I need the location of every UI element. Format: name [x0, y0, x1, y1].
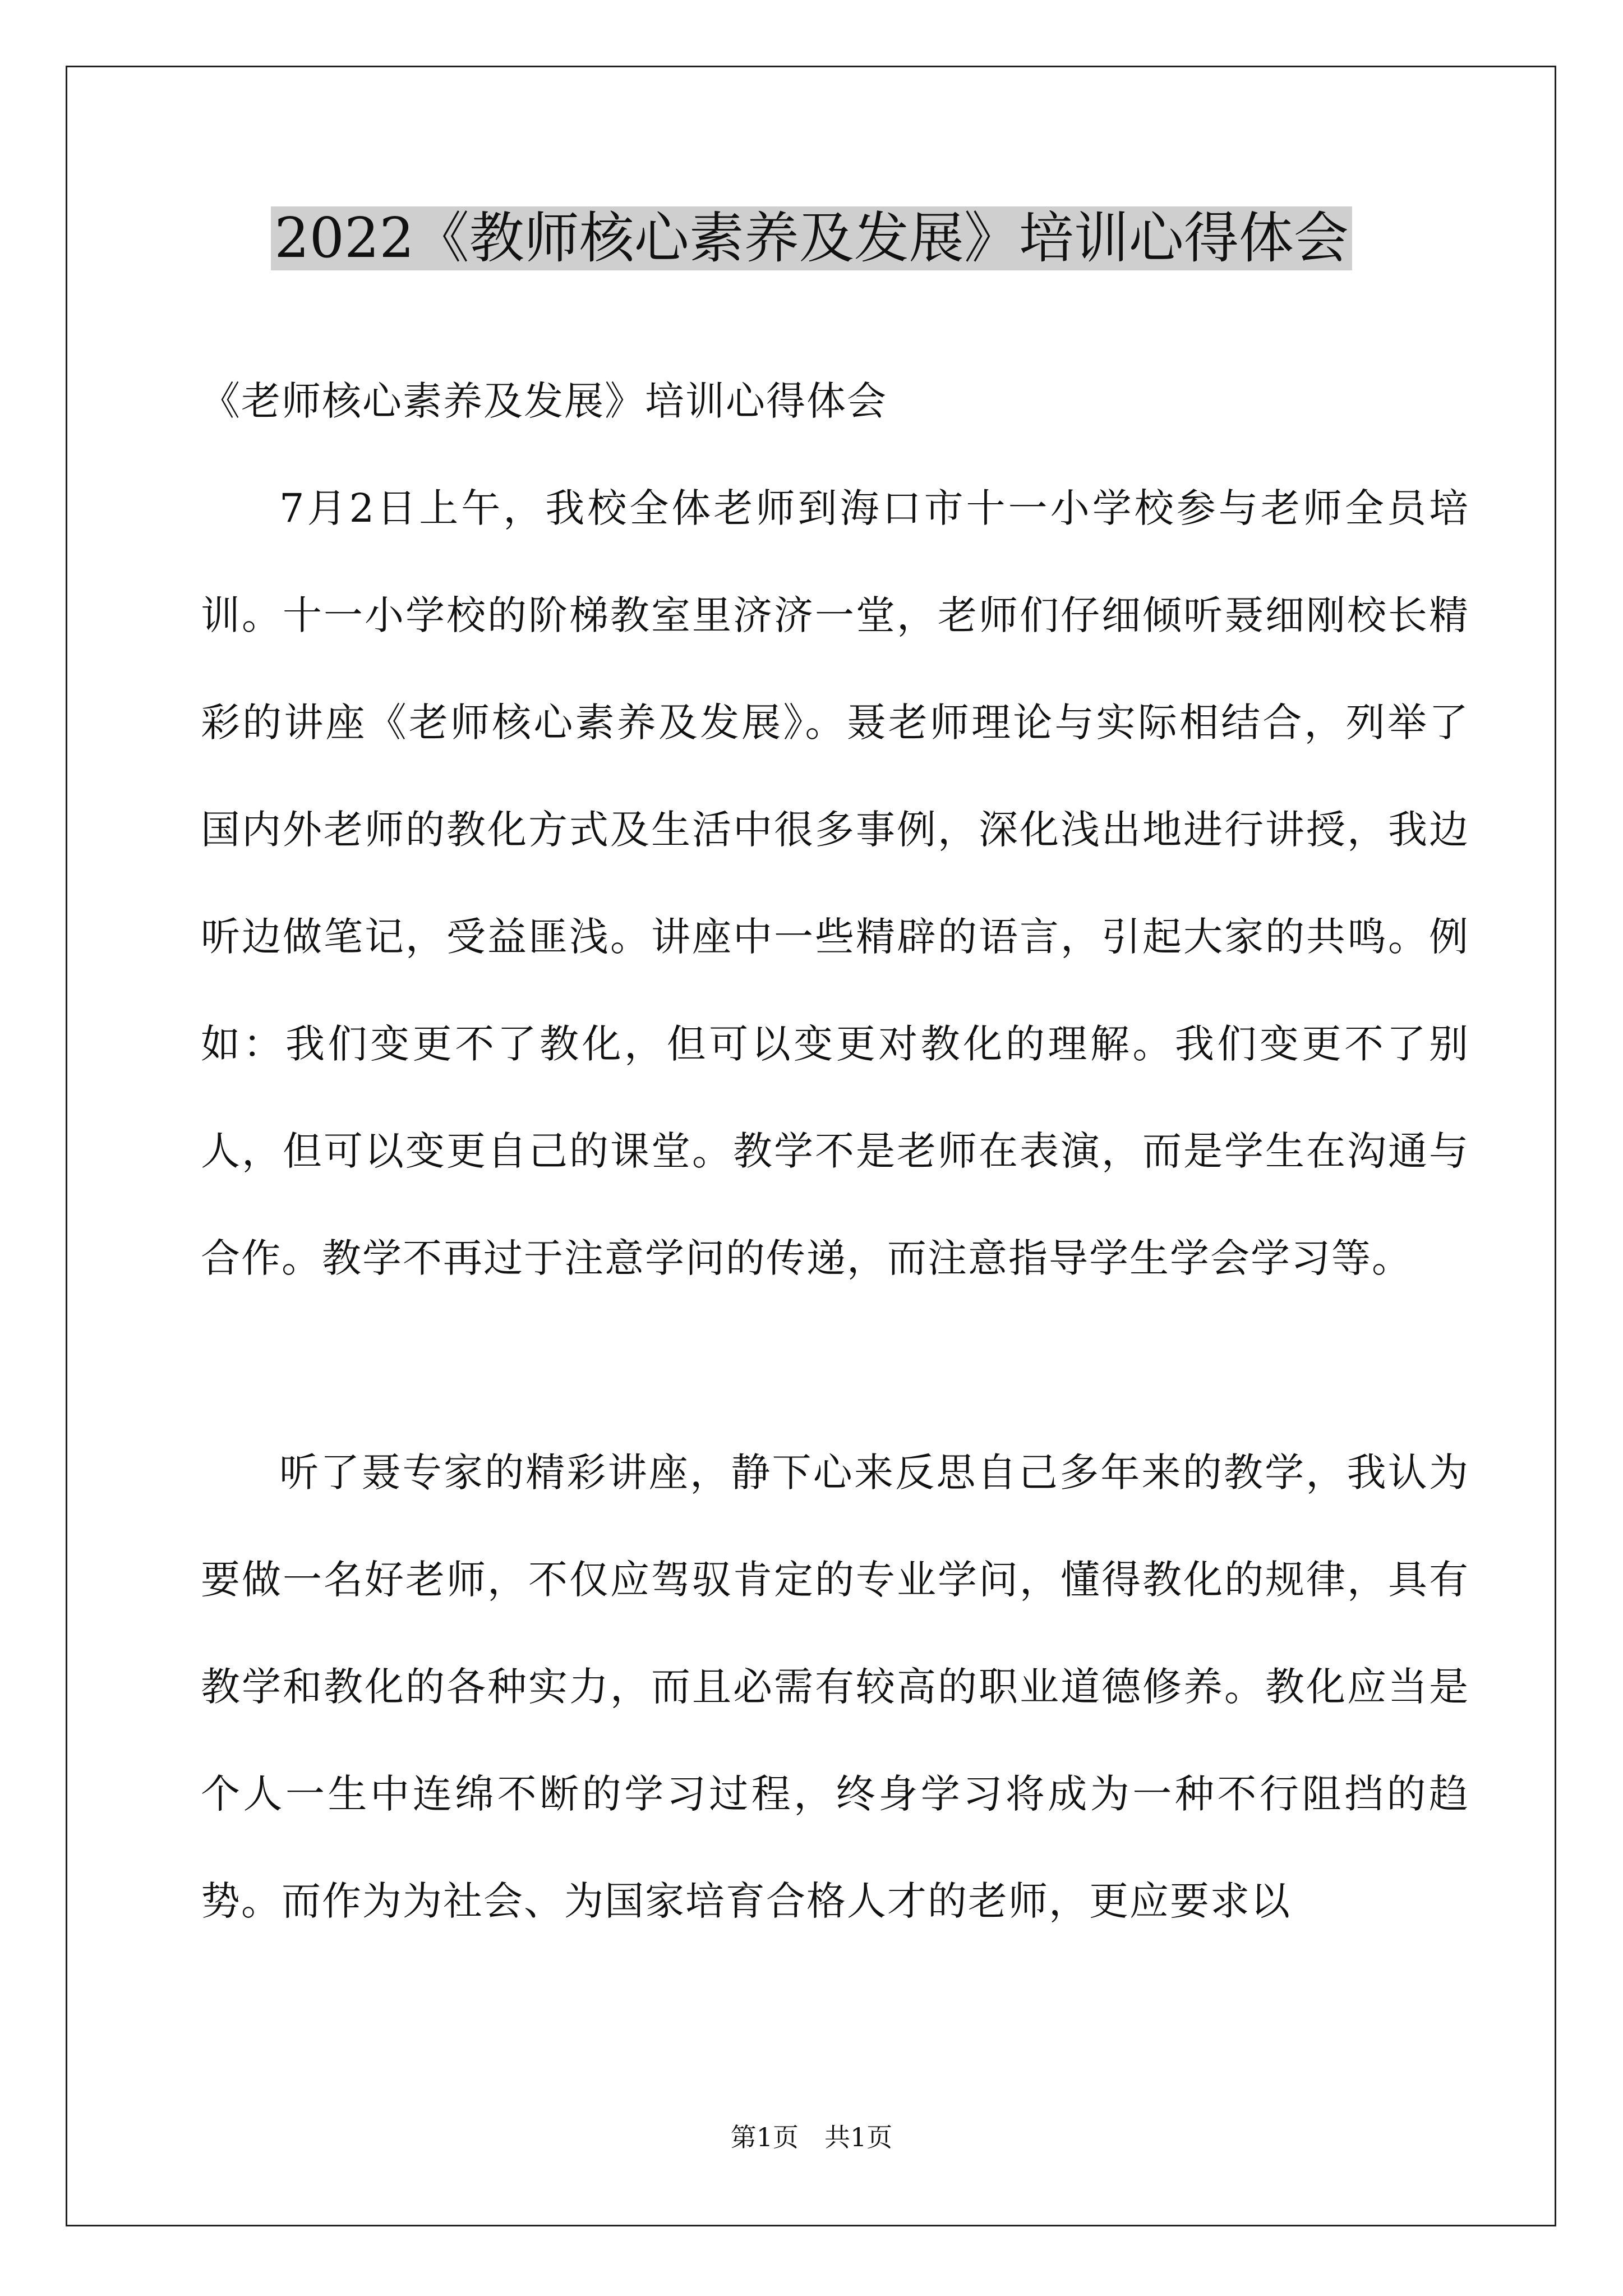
- paragraph-2: 听了聂专家的精彩讲座，静下心来反思自己多年来的教学，我认为要做一名好老师，不仅应驾驭肯定的专业学问，懂得教化的规律，具有教学和教化的各种实力，而且必需有较高的职业道德修养。教化应当是个人一生中连绵不断的学习过程，终身学习将成为一种不行阻挡的趋势。而作为为社会、为国家培育合格人才的老师，更应要求以: [201, 1450, 1469, 1924]
- document-body: [201, 348, 1469, 1955]
- page-footer: 第1页 共1页: [730, 2122, 893, 2152]
- document-title: [0, 199, 1623, 278]
- document-subtitle: 《老师核心素养及发展》培训心得体会: [201, 378, 887, 424]
- paragraph-1: 7月2日上午，我校全体老师到海口市十一小学校参与老师全员培训。十一小学校的阶梯教室里济济一堂，老师们仔细倾听聂细刚校长精彩的讲座《老师核心素养及发展》。聂老师理论与实际相结合，列举了国内外老师的教化方式及生活中很多事例，深化浅出地进行讲授，我边听边做笔记，受益匪浅。讲座中一些精辟的语言，引起大家的共鸣。例如：我们变更不了教化，但可以变更对教化的理解。我们变更不了别人，但可以变更自己的课堂。教学不是老师在表演，而是学生在沟通与合作。教学不再过于注意学问的传递，而注意指导学生学会学习等。: [201, 485, 1469, 1281]
- document-title-text: 2022《教师核心素养及发展》培训心得体会: [271, 206, 1352, 270]
